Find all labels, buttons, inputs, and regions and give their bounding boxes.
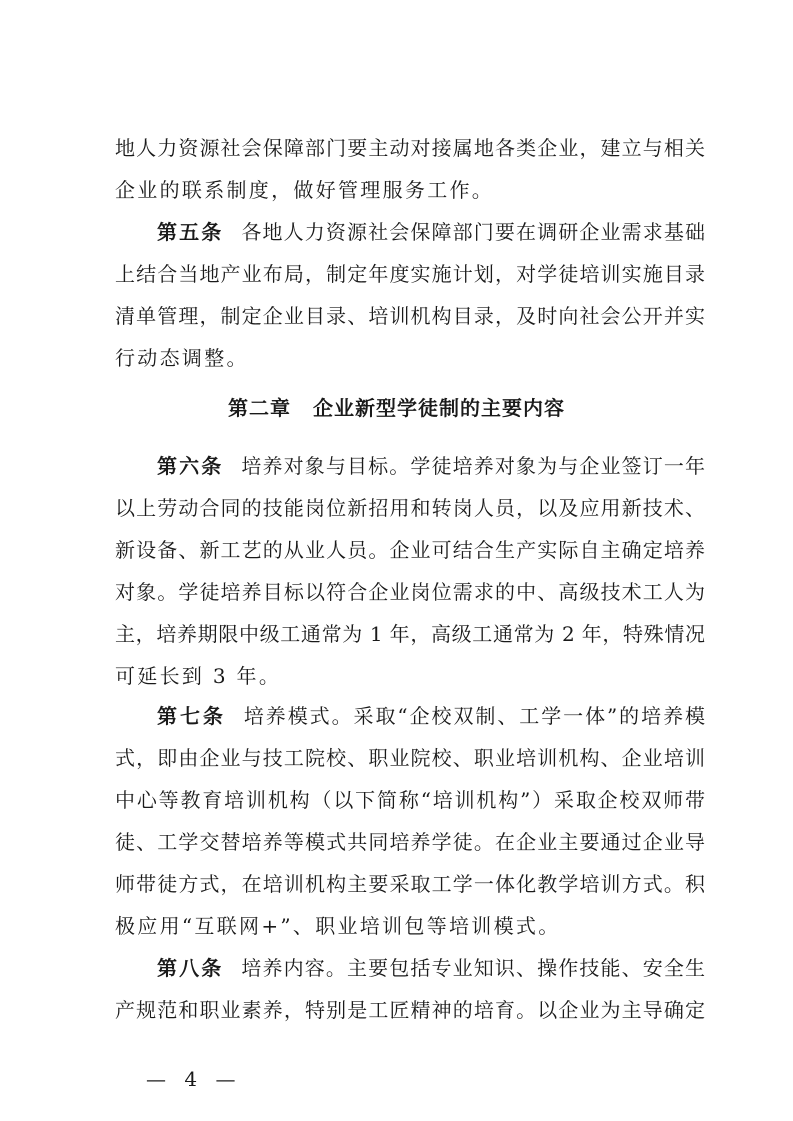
paragraph-line: 地人力资源社会保障部门要主动对接属地各类企业，建立与相关: [115, 136, 705, 160]
paragraph-line: 上结合当地产业布局，制定年度实施计划，对学徒培训实施目录: [115, 262, 705, 286]
paragraph-line: 极应用“互联网+”、职业培训包等培训模式。: [115, 914, 561, 938]
paragraph-line: 对象。学徒培养目标以符合企业岗位需求的中、高级技术工人为: [115, 580, 705, 604]
article-5-text: 各地人力资源社会保障部门要在调研企业需求基础: [241, 220, 705, 244]
paragraph-line: 主，培养期限中级工通常为 1 年，高级工通常为 2 年，特殊情况: [115, 622, 705, 646]
paragraph-line: 企业的联系制度，做好管理服务工作。: [115, 178, 495, 202]
article-7-first-line: [157, 704, 705, 728]
paragraph-line: 式，即由企业与技工院校、职业院校、职业培训机构、企业培训: [115, 746, 705, 770]
page-number: — 4 —: [146, 1067, 242, 1091]
paragraph-line: 中心等教育培训机构（以下简称“培训机构”）采取企校双师带: [115, 788, 705, 812]
paragraph-line: 师带徒方式，在培训机构主要采取工学一体化教学培训方式。积: [115, 872, 705, 896]
chapter-heading: [0, 396, 793, 420]
chapter-number: 第二章: [228, 396, 291, 420]
paragraph-line: 可延长到 3 年。: [115, 664, 282, 688]
paragraph-line: 行动态调整。: [115, 346, 249, 370]
paragraph-line: 产规范和职业素养，特别是工匠精神的培育。以企业为主导确定: [115, 998, 705, 1022]
article-6-first-line: [157, 454, 705, 478]
article-8-label: 第八条: [157, 956, 224, 980]
paragraph-line: 新设备、新工艺的从业人员。企业可结合生产实际自主确定培养: [115, 538, 705, 562]
article-7-label: 第七条: [157, 704, 226, 728]
paragraph-line: 清单管理，制定企业目录、培训机构目录，及时向社会公开并实: [115, 304, 705, 328]
article-8-first-line: [157, 956, 705, 980]
paragraph-line: 徒、工学交替培养等模式共同培养学徒。在企业主要通过企业导: [115, 830, 705, 854]
article-5-first-line: [157, 220, 705, 244]
article-5-label: 第五条: [157, 220, 224, 244]
article-6-label: 第六条: [157, 454, 224, 478]
article-7-text: 培养模式。采取“企校双制、工学一体”的培养模: [243, 704, 706, 728]
paragraph-line: 以上劳动合同的技能岗位新招用和转岗人员，以及应用新技术、: [115, 496, 705, 520]
article-8-text: 培养内容。主要包括专业知识、操作技能、安全生: [241, 956, 705, 980]
chapter-title: 企业新型学徒制的主要内容: [313, 396, 565, 420]
article-6-text: 培养对象与目标。学徒培养对象为与企业签订一年: [241, 454, 705, 478]
